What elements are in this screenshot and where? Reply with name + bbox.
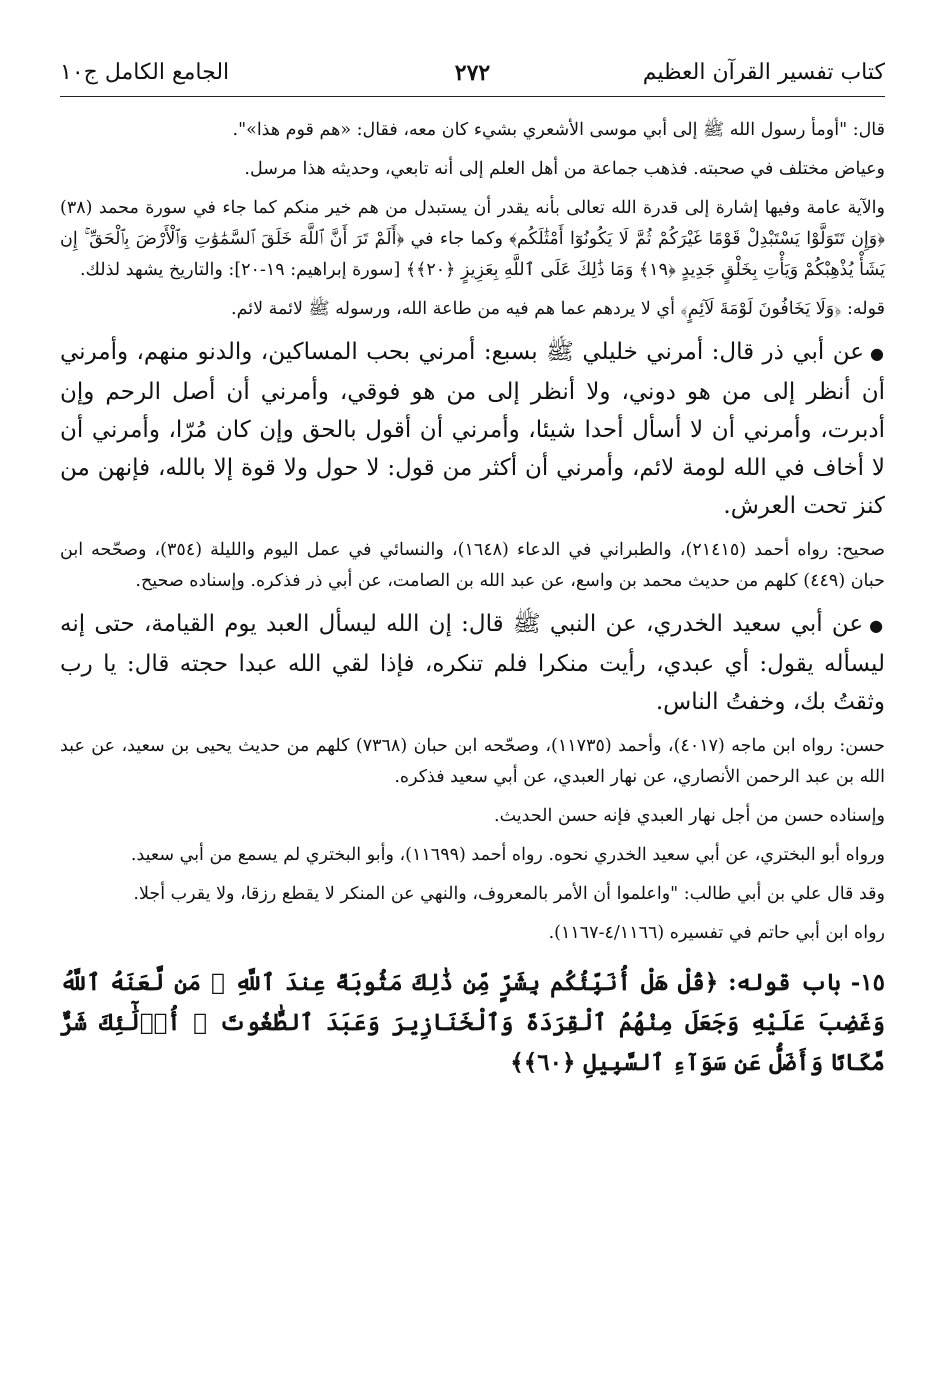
takhrij-3: ورواه أبو البختري، عن أبي سعيد الخدري نحوه. رواه أحمد (١١٦٩٩)، وأبو البختري لم يسمع من أبي سعيد. xyxy=(130,845,885,865)
page-body xyxy=(60,115,885,1083)
takhrij-1: صحيح: رواه أحمد (٢١٤١٥)، والطبراني في الدعاء (١٦٤٨)، والنسائي في عمل اليوم والليلة (٣٥٤)، وصحّحه ابن حبان (٤٤٩) كلهم من حديث محمد بن واسع، عن عبد الله بن الصامت، عن أبي ذر فذكره. وإسناده صحيح. xyxy=(60,540,885,591)
ali-quote-source: رواه ابن أبي حاتم في تفسيره (٤/١١٦٦-١١٦٧). xyxy=(548,923,885,943)
bullet-icon: ● xyxy=(869,344,886,363)
takhrij-2-note: وإسناده حسن من أجل نهار العبدي فإنه حسن الحديث. xyxy=(494,806,885,826)
book-page xyxy=(60,56,885,1355)
page-number: ٢٧٢ xyxy=(454,60,491,86)
page-header xyxy=(60,56,885,97)
hadith-abu-said xyxy=(60,605,885,721)
paragraph-1: قال: "أومأ رسول الله ﷺ إلى أبي موسى الأشعري بشيء كان معه، فقال: «هم قوم هذا»". xyxy=(232,120,885,140)
book-title: كتاب تفسير القرآن العظيم xyxy=(642,60,885,85)
hadith-text: عن أبي ذر قال: أمرني خليلي ﷺ بسبع: أمرني بحب المساكين، والدنو منهم، وأمرني أن أنظر إلى من هو دوني، ولا أنظر إلى من هو فوقي، وأمرني أن أصل الرحم وإن أدبرت، وأمرني أن لا أسأل أحدا شيئا، وأمرني أن أقول بالحق وإن كان مُرّا، وأمرني أن لا أخاف في الله لومة لائم، وأمرني أن أكثر من قول: لا حول ولا قوة إلا بالله، فإنهن من كنز تحت العرش. xyxy=(60,339,885,519)
takhrij-2: حسن: رواه ابن ماجه (٤٠١٧)، وأحمد (١١٧٣٥)، وصحّحه ابن حبان (٧٣٦٨) كلهم من حديث يحيى بن سعيد، عن عبد الله بن عبد الرحمن الأنصاري، عن نهار العبدي، عن أبي سعيد فذكره. xyxy=(60,736,885,787)
paragraph-4: قوله: ﴿وَلَا يَخَافُونَ لَوْمَةَ لَآئِمٍ﴾ أي لا يردهم عما هم فيه من طاعة الله، ورسوله ﷺ لائمة لائم. xyxy=(231,299,885,319)
paragraph-3: والآية عامة وفيها إشارة إلى قدرة الله تعالى بأنه يقدر أن يستبدل من هم خير منكم كما جاء في سورة محمد (٣٨) ﴿وَإِن تَتَوَلَّوْا يَسْتَبْدِلْ قَوْمًا غَيْرَكُمْ ثُمَّ لَا يَكُونُوٓا أَمْثَٰلَكُم﴾ وكما جاء في ﴿أَلَمْ تَرَ أَنَّ ٱللَّهَ خَلَقَ ٱلسَّمَٰوَٰتِ وَٱلْأَرْضَ بِٱلْحَقِّ ۚ إِن يَشَأْ يُذْهِبْكُمْ وَيَأْتِ بِخَلْقٍ جَدِيدٍ ﴿١٩﴾ وَمَا ذَٰلِكَ عَلَى ٱللَّهِ بِعَزِيزٍ ﴿٢٠﴾﴾ [سورة إبراهيم: ١٩-٢٠]: والتاريخ يشهد لذلك. xyxy=(60,198,885,280)
paragraph-2: وعياض مختلف في صحبته. فذهب جماعة من أهل العلم إلى أنه تابعي، وحديثه هذا مرسل. xyxy=(244,159,885,179)
hadith-abu-dharr xyxy=(60,333,885,525)
chapter-heading: ١٥- باب قوله: ﴿قُلْ هَلْ أُنَبِّئُكُم بِشَرٍّ مِّن ذَٰلِكَ مَثُوبَةً عِندَ ٱللَّهِ ۚ مَن لَّعَنَهُ ٱللَّهُ وَغَضِبَ عَلَيْهِ وَجَعَلَ مِنْهُمُ ٱلْقِرَدَةَ وَٱلْخَنَازِيرَ وَعَبَدَ ٱلطَّٰغُوتَ ۚ أُو۟لَٰٓئِكَ شَرٌّ مَّكَانًا وَأَضَلُّ عَن سَوَآءِ ٱلسَّبِيلِ ﴿٦٠﴾﴾ xyxy=(60,969,885,1076)
hadith-text: عن أبي سعيد الخدري، عن النبي ﷺ قال: إن الله ليسأل العبد يوم القيامة، حتى إنه ليسأله يقول: أي عبدي، رأيت منكرا فلم تنكره، فإذا لقي الله عبدا حجته قال: يا رب وثقتُ بك، وخفتُ الناس. xyxy=(60,611,885,715)
volume-label: الجامع الكامل ج١٠ xyxy=(60,60,230,85)
bullet-icon: ● xyxy=(869,616,885,635)
ali-quote: وقد قال علي بن أبي طالب: "واعلموا أن الأمر بالمعروف، والنهي عن المنكر لا يقطع رزقا، ولا يقرب أجلا. xyxy=(133,884,885,904)
